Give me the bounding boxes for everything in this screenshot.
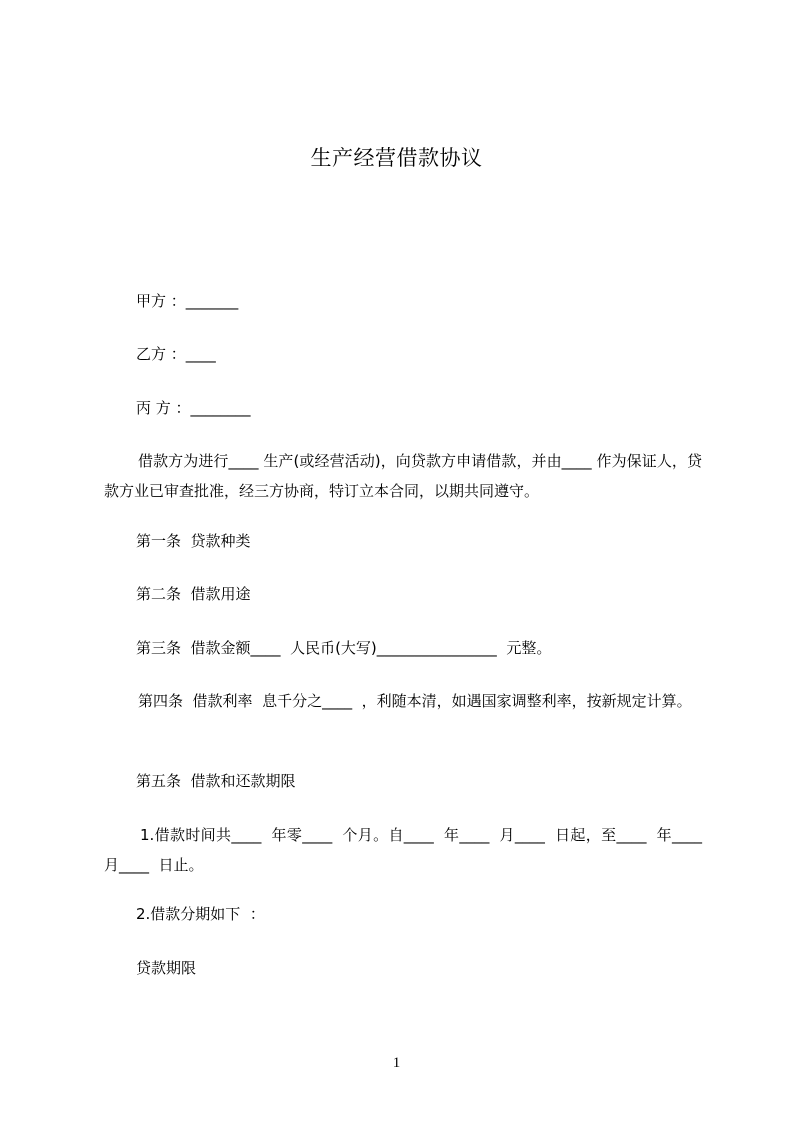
- document-title: 生产经营借款协议: [310, 146, 483, 170]
- article-4-paragraph: 第四条 借款利率 息千分之____ ，利随本清，如遇国家调整利率，按新规定计算。: [138, 692, 692, 710]
- party-b-line: 乙方 ：____: [136, 345, 216, 363]
- party-a-line: 甲方 ：_______: [136, 292, 239, 310]
- article-2-heading: 第二条 借款用途: [136, 585, 251, 603]
- page-number: 1: [392, 1055, 401, 1071]
- article-5-item-1: 1.借款时间共____ 年零____ 个月。自____ 年____ 月____ 日起，至____ 年____ 月____ 日止。: [104, 826, 712, 874]
- party-c-line: 丙 方 ：________: [136, 399, 251, 417]
- article-1-heading: 第一条 贷款种类: [136, 532, 251, 550]
- loan-period-label: 贷款期限: [136, 959, 197, 977]
- article-3-paragraph: 第三条 借款金额____ 人民币(大写)________________ 元整。: [136, 639, 552, 657]
- article-5-heading: 第五条 借款和还款期限: [136, 772, 296, 790]
- preamble-paragraph: 借款方为进行____ 生产(或经营活动)，向贷款方申请借款，并由____ 作为保证人，贷款方业已审查批准，经三方协商，特订立本合同，以期共同遵守。: [104, 452, 702, 500]
- article-5-item-2: 2.借款分期如下 ：: [136, 905, 265, 923]
